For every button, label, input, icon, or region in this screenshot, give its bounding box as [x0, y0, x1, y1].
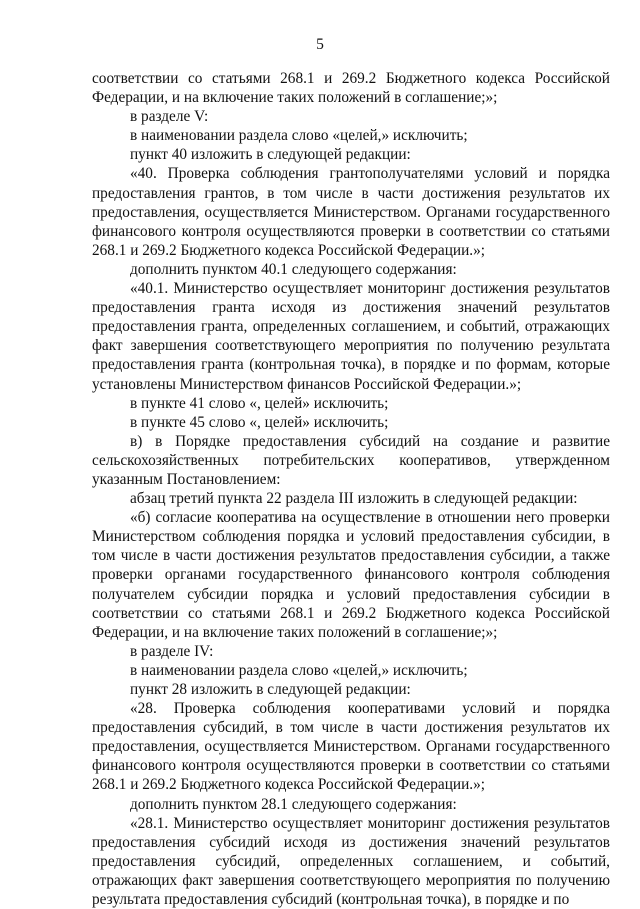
- paragraph: «40.1. Министерство осуществляет мониторинг достижения результатов предоставления гранта исходя из достижения значений результатов предоставления гранта, определенных соглашением, и событий, отражающих факт завершения соответствующего мероприятия по получению результата предоставления гранта (контрольная точка), в порядке и по формам, которые установлены Министерством финансов Российской Федерации.»;: [92, 280, 610, 393]
- paragraph: в пункте 45 слово «, целей» исключить;: [130, 413, 389, 431]
- paragraph: в наименовании раздела слово «целей,» исключить;: [130, 661, 468, 679]
- document-body: [92, 69, 610, 909]
- paragraph: абзац третий пункта 22 раздела III изложить в следующей редакции:: [130, 490, 578, 508]
- paragraph: в наименовании раздела слово «целей,» исключить;: [130, 127, 468, 145]
- paragraph: в) в Порядке предоставления субсидий на создание и развитие сельскохозяйственных потребительских кооперативов, утвержденном указанным Постановлением:: [92, 432, 610, 488]
- paragraph: «28. Проверка соблюдения кооперативами условий и порядка предоставления субсидий, в том числе в части достижения результатов их предоставления, осуществляется Министерством. Органами государственного финансового контроля осуществляются проверки в соответствии со статьями 268.1 и 269.2 Бюджетного кодекса Российской Федерации.»;: [92, 700, 610, 794]
- paragraph: «40. Проверка соблюдения грантополучателями условий и порядка предоставления грантов, в том числе в части достижения результатов их предоставления, осуществляется Министерством. Органами государственного финансового контроля осуществляются проверки в соответствии со статьями 268.1 и 269.2 Бюджетного кодекса Российской Федерации.»;: [92, 165, 610, 259]
- page-number: 5: [316, 36, 324, 53]
- paragraph: «28.1. Министерство осуществляет мониторинг достижения результатов предоставления субсидий исходя из достижения значений результатов предоставления субсидий, определенных соглашением, и событий, отражающих факт завершения соответствующего мероприятия по получению результата предоставления субсидий (контрольная точка), в порядке и по: [92, 814, 610, 909]
- paragraph: пункт 40 изложить в следующей редакции:: [130, 146, 411, 164]
- paragraph: пункт 28 изложить в следующей редакции:: [130, 681, 411, 698]
- paragraph: соответствии со статьями 268.1 и 269.2 Бюджетного кодекса Российской Федерации, и на включение таких положений в соглашение;»;: [92, 70, 610, 107]
- paragraph: в разделе IV:: [130, 642, 214, 660]
- paragraph: «б) согласие кооператива на осуществление в отношении него проверки Министерством соблюдения порядка и условий предоставления субсидии, в том числе в части достижения результатов предоставления субсидии, а также проверки органами государственного финансового контроля соблюдения получателем субсидии порядка и условий предоставления субсидии в соответствии со статьями 268.1 и 269.2 Бюджетного кодекса Российской Федерации, и на включение таких положений в соглашение;»;: [92, 509, 610, 641]
- paragraph: дополнить пунктом 28.1 следующего содержания:: [130, 795, 457, 813]
- paragraph: в пункте 41 слово «, целей» исключить;: [130, 394, 389, 412]
- paragraph: дополнить пунктом 40.1 следующего содержания:: [130, 260, 457, 278]
- paragraph: в разделе V:: [130, 108, 209, 126]
